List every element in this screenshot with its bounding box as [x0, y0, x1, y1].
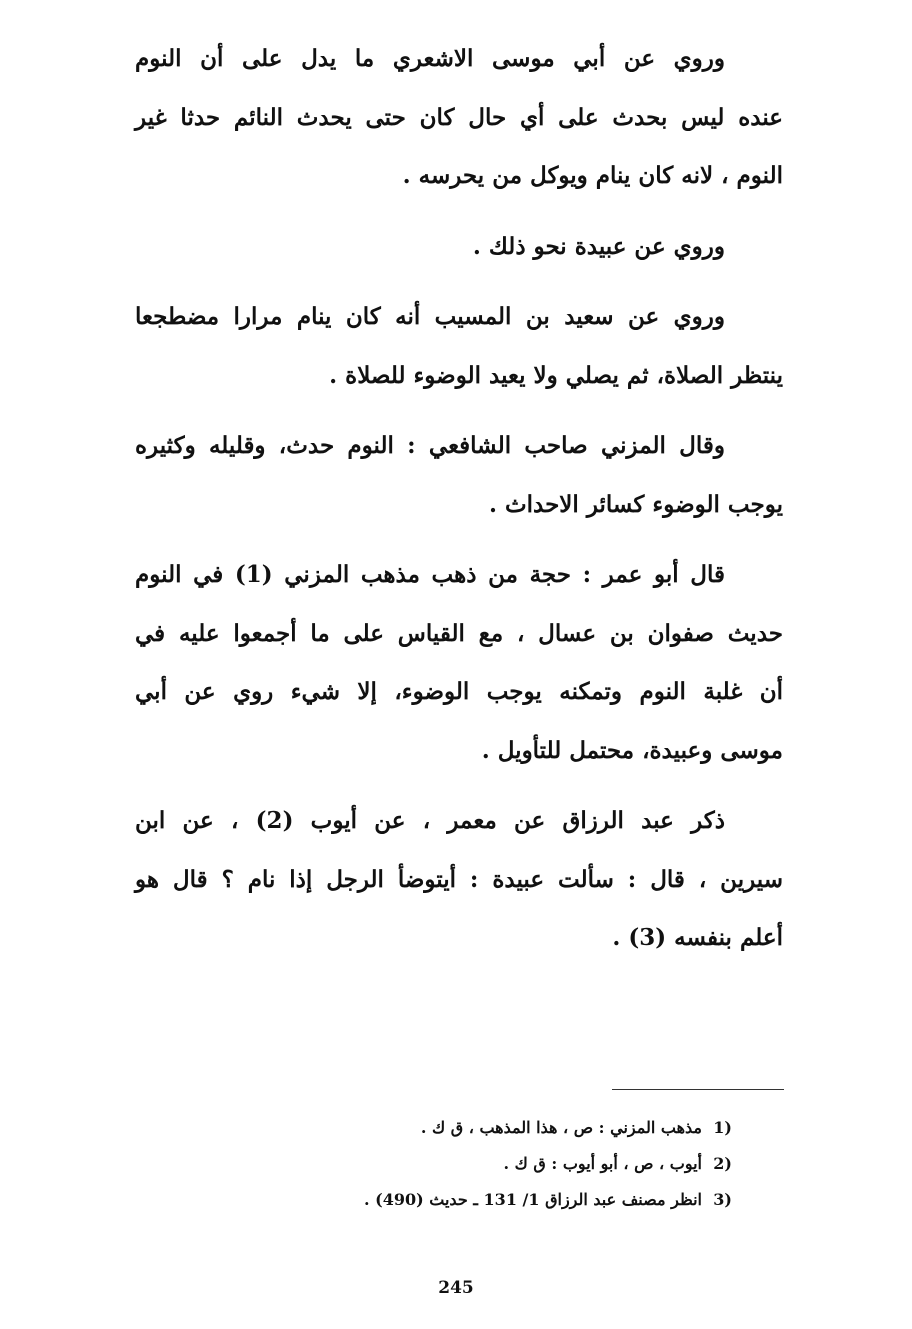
footnotes [270, 1110, 732, 1218]
footnote-text: أيوب ، ص ، أبو أيوب : ق ك . [503, 1154, 702, 1173]
footnote-number: 1) [713, 1118, 732, 1137]
footnote-3 [270, 1182, 732, 1218]
paragraph-abd-al-razzaq [135, 792, 783, 968]
text-line: حديث صفوان بن عسال ، مع القياس على ما أجمعوا عليه في [135, 619, 783, 647]
body-text [135, 30, 783, 980]
text-line: موسى وعبيدة، محتمل للتأويل . [481, 736, 783, 764]
text-line: ذكر عبد الرزاق عن معمر ، عن أيوب (2) ، عن ابن [135, 807, 725, 834]
text-line: أعلم بنفسه (3) . [612, 924, 783, 951]
footnote-1 [270, 1110, 732, 1146]
footnote-text: انظر مصنف عبد الرزاق 1/ 131 ـ حديث (490) . [364, 1190, 702, 1209]
text-line: أن غلبة النوم وتمكنه يوجب الوضوء، إلا شيء روي عن أبي [135, 678, 783, 705]
text-line: يوجب الوضوء كسائر الاحداث . [488, 490, 783, 518]
paragraph-ubayda [135, 218, 783, 277]
text-line: عنده ليس بحدث على أي حال كان حتى يحدث النائم حدثا غير [135, 103, 783, 131]
footnote-divider [612, 1089, 784, 1090]
footnote-2 [270, 1146, 732, 1182]
paragraph-abu-umar [135, 546, 783, 780]
footnote-number: 2) [713, 1154, 732, 1173]
footnote-text: مذهب المزني : ص ، هذا المذهب ، ق ك . [420, 1118, 702, 1137]
text-line: وروي عن أبي موسى الاشعري ما يدل على أن النوم [135, 45, 725, 72]
text-line: وروي عن عبيدة نحو ذلك . [472, 232, 725, 260]
text-line: ينتظر الصلاة، ثم يصلي ولا يعيد الوضوء للصلاة . [329, 361, 783, 389]
paragraph-said-ibn-al-musayyib [135, 288, 783, 405]
text-line: قال أبو عمر : حجة من ذهب مذهب المزني (1) في النوم [135, 561, 726, 588]
text-line: النوم ، لانه كان ينام ويوكل من يحرسه . [402, 162, 783, 189]
footnote-number: 3) [713, 1190, 732, 1209]
text-line: وروي عن سعيد بن المسيب أنه كان ينام مرارا مضطجعا [135, 303, 725, 330]
paragraph-al-muzani [135, 417, 783, 534]
paragraph-abu-musa [135, 30, 783, 206]
text-line: سيرين ، قال : سألت عبيدة : أيتوضأ الرجل إذا نام ؟ قال هو [135, 865, 783, 893]
page-number: 245 [438, 1278, 474, 1298]
text-line: وقال المزني صاحب الشافعي : النوم حدث، وقليله وكثيره [135, 432, 725, 459]
